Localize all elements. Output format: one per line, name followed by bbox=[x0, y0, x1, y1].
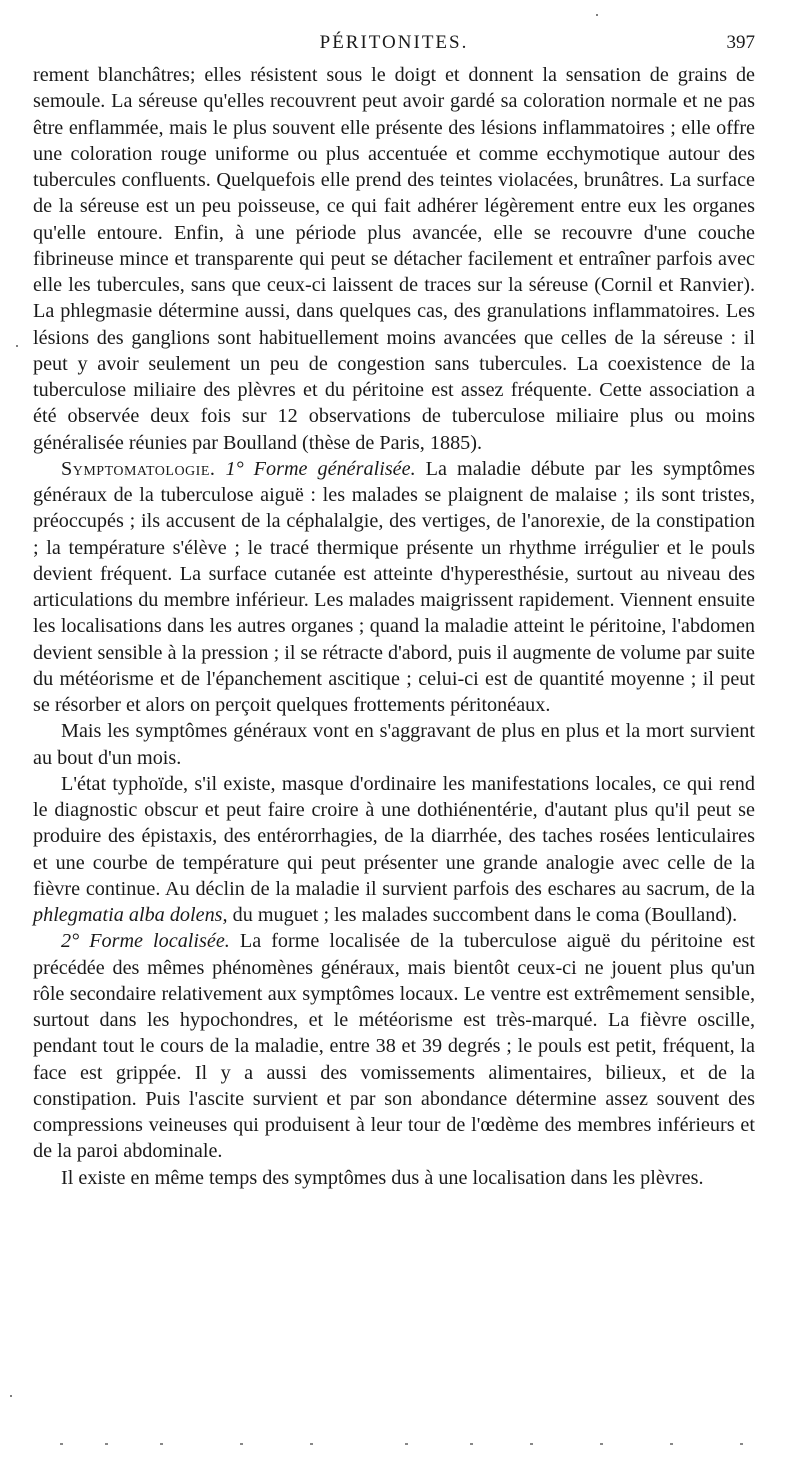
scan-speck bbox=[10, 1395, 12, 1397]
italic-term: phlegmatia alba dolens, bbox=[33, 904, 228, 926]
paragraph-text: L'état typhoïde, s'il existe, masque d'ordinaire les manifestations locales, ce qui rend le diagnostic obscur et peut faire croire à une dothiénentérie, d'autant plus qu'il peut se produire des épistaxis, des entérorrhagies, de la diarrhée, des taches rosées lenticulaires et une courbe de température qui peut présenter une grande analogie avec celle de la fièvre continue. Au déclin de la maladie il survient parfois des eschares au sacrum, de la bbox=[33, 772, 755, 900]
paragraph-forme-localisee bbox=[33, 928, 755, 1164]
body-text bbox=[33, 62, 755, 1191]
paragraph-lesions: rement blanchâtres; elles résistent sous le doigt et donnent la sensation de grains de semoule. La séreuse qu'elles recouvrent peut avoir gardé sa coloration normale et ne pas être enflammée, mais le plus souvent elle présente des lésions inflammatoires ; elle offre une coloration rouge uniforme ou plus accentuée et comme ecchymotique autour des tubercules confluents. Quelquefois elle prend des teintes violacées, brunâtres. La surface de la séreuse est un peu poisseuse, ce qui fait adhérer légèrement entre eux les organes qu'elle entoure. Enfin, à une période plus avancée, elle se recouvre d'une couche fibrineuse mince et transparente qui peut se détacher facilement et entraîner parfois avec elle les tubercules, sans que ceux-ci laissent de traces sur la séreuse (Cornil et Ranvier). La phlegmasie détermine aussi, dans quelques cas, des granulations inflammatoires. Les lésions des ganglions sont habituellement moins avancées que celles de la séreuse : il peut y avoir seulement un peu de congestion sans tubercules. La coexistence de la tuberculose miliaire des plèvres et du péritoine est assez fréquente. Cette association a été observée deux fois sur 12 observations de tuberculose miliaire plus ou moins généralisée réunies par Boulland (thèse de Paris, 1885). bbox=[33, 64, 755, 454]
scan-speck bbox=[596, 14, 598, 16]
scan-speck bbox=[16, 345, 18, 347]
scan-noise bbox=[60, 1443, 750, 1447]
page-number: 397 bbox=[726, 32, 755, 53]
paragraph-aggravation: Mais les symptômes généraux vont en s'aggravant de plus en plus et la mort survient au bout d'un mois. bbox=[33, 720, 755, 769]
page-header bbox=[33, 30, 755, 58]
running-title: PÉRITONITES. bbox=[319, 32, 469, 53]
section-heading: Symptomatologie. bbox=[61, 457, 216, 480]
paragraph-symptomatologie bbox=[33, 456, 755, 719]
paragraph-text: du muguet ; les malades succombent dans le coma (Boulland). bbox=[227, 904, 738, 926]
subsection-heading-localisee: 2° Forme localisée. bbox=[61, 930, 230, 953]
subsection-heading-generalisee: 1° Forme généralisée. bbox=[225, 457, 416, 480]
paragraph-text: La maladie débute par les symptômes généraux de la tuberculose aiguë : les malades se plaignent de malaise ; ils sont tristes, préoccupés ; ils accusent de la céphalalgie, des vertiges, de l'anorexie, de la constipation ; la température s'élève ; le tracé thermique présente un rhythme irrégulier et le pouls devient fréquent. La surface cutanée est atteinte d'hyperesthésie, surtout au niveau des articulations du membre inférieur. Les malades maigrissent rapidement. Viennent ensuite les localisations dans les autres organes ; quand la maladie atteint le péritoine, l'abdomen devient sensible à la pression ; il se rétracte d'abord, puis il augmente de volume par suite du météorisme et de l'épanchement ascitique ; celui-ci est de quantité moyenne ; il peut se résorber et alors on perçoit quelques frottements péritonéaux. bbox=[33, 457, 756, 716]
paragraph-plevres: Il existe en même temps des symptômes dus à une localisation dans les plèvres. bbox=[61, 1166, 704, 1189]
paragraph-etat-typhoide bbox=[33, 771, 755, 929]
paragraph-text: La forme localisée de la tuberculose aiguë du péritoine est précédée des mêmes phénomènes généraux, mais bientôt ceux-ci ne jouent plus qu'un rôle secondaire relativement aux symptômes locaux. Le ventre est extrêmement sensible, surtout dans les hypochondres, et le météorisme est très-marqué. La fièvre oscille, pendant tout le cours de la maladie, entre 38 et 39 degrés ; le pouls est petit, fréquent, la face est grippée. Il y a aussi des vomissements alimentaires, bilieux, et de la constipation. Puis l'ascite survient et par son abondance détermine assez souvent des compressions veineuses qui produisent à leur tour de l'œdème des membres inférieurs et de la paroi abdominale. bbox=[33, 930, 755, 1163]
